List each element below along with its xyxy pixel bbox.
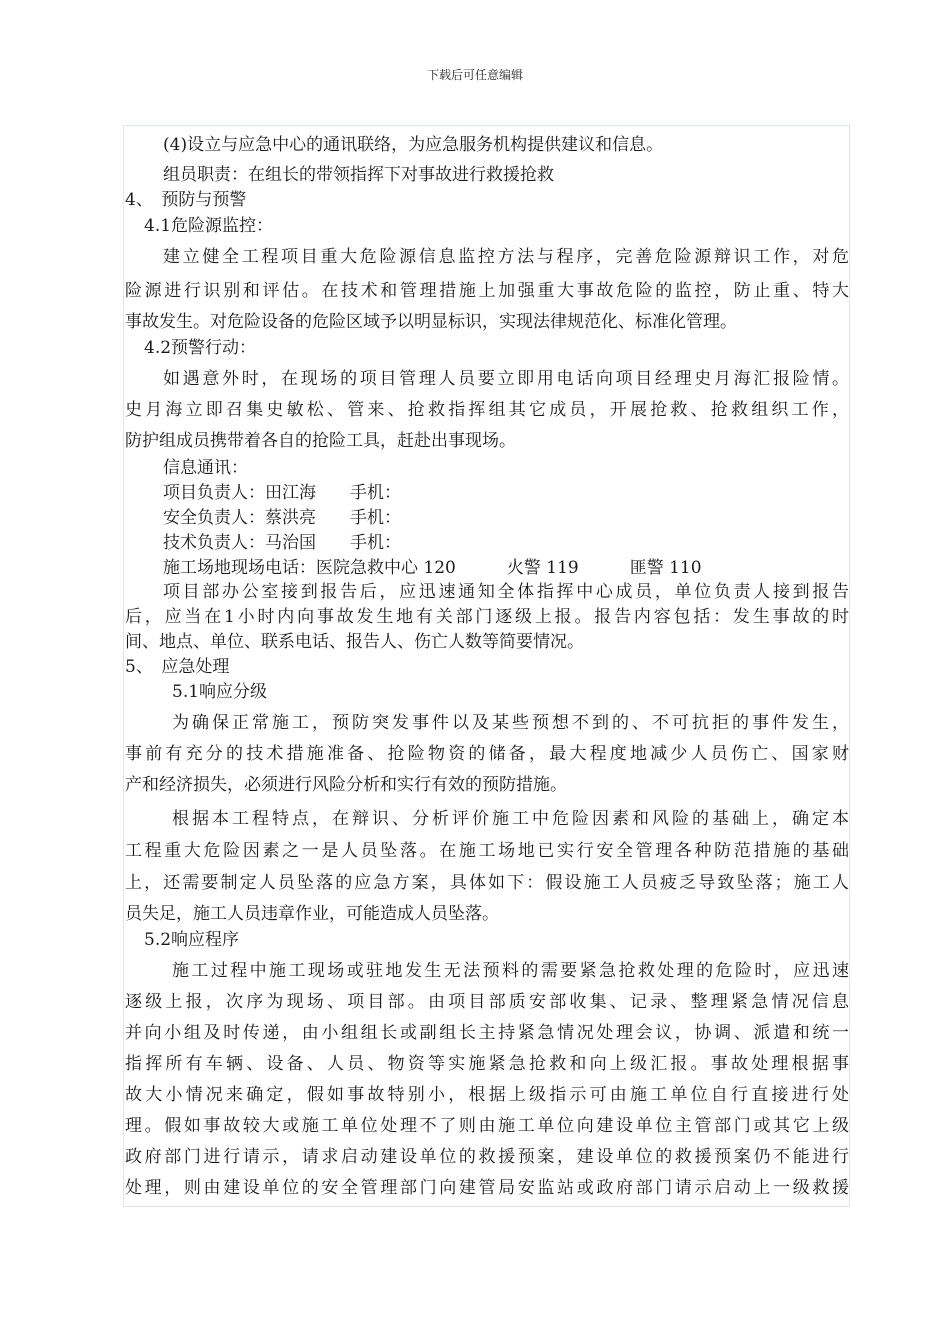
text-line: (4)设立与应急中心的通讯联络，为应急服务机构提供建议和信息。 bbox=[163, 135, 664, 155]
subsection-heading: 5.1响应分级 bbox=[172, 682, 268, 702]
contact-line: 项目负责人：田江海 手机： bbox=[163, 483, 401, 503]
phone-line: 施工场地现场电话：医院急救中心 120 火警 119 匪警 110 bbox=[163, 558, 702, 578]
section-heading: 4、 预防与预警 bbox=[125, 190, 247, 210]
text-line: 施工过程中施工现场或驻地发生无法预料的需要紧急抢救处理的危险时，应迅速 bbox=[172, 961, 849, 981]
contact-line: 技术负责人：马治国 手机： bbox=[163, 533, 401, 553]
text-line: 为确保正常施工，预防突发事件以及某些预想不到的、不可抗拒的事件发生， bbox=[172, 713, 849, 733]
text-line: 事故发生。对危险设备的危险区域予以明显标识，实现法律规范化、标准化管理。 bbox=[125, 312, 737, 332]
text-line: 根据本工程特点，在辩识、分析评价施工中危险因素和风险的基础上，确定本 bbox=[172, 809, 849, 829]
subsection-heading: 5.2响应程序 bbox=[144, 930, 240, 950]
text-line: 并向小组及时传递，由小组组长或副组长主持紧急情况处理会议，协调、派遣和统一 bbox=[125, 1023, 849, 1043]
text-line: 政府部门进行请示，请求启动建设单位的救援预案，建设单位的救援预案仍不能进行 bbox=[125, 1147, 849, 1167]
text-line: 如遇意外时，在现场的项目管理人员要立即用电话向项目经理史月海汇报险情。 bbox=[163, 369, 849, 389]
section-heading: 5、 应急处理 bbox=[125, 657, 230, 677]
text-line: 史月海立即召集史敏松、管来、抢救指挥组其它成员，开展抢救、抢救组织工作， bbox=[125, 400, 849, 420]
text-line: 产和经济损失，必须进行风险分析和实行有效的预防措施。 bbox=[125, 775, 567, 795]
text-line: 处理，则由建设单位的安全管理部门向建管局安监站或政府部门请示启动上一级救援 bbox=[125, 1178, 849, 1198]
text-line: 工程重大危险因素之一是人员坠落。在施工场地已实行安全管理各种防范措施的基础 bbox=[125, 841, 849, 861]
text-line: 事前有充分的技术措施准备、抢险物资的储备，最大程度地减少人员伤亡、国家财 bbox=[125, 744, 849, 764]
subsection-heading: 4.1危险源监控： bbox=[144, 216, 274, 236]
text-line: 建立健全工程项目重大危险源信息监控方法与程序，完善危险源辩识工作，对危 bbox=[163, 247, 849, 267]
text-line: 组员职责：在组长的带领指挥下对事故进行救援抢救 bbox=[163, 165, 554, 185]
contact-line: 安全负责人：蔡洪亮 手机： bbox=[163, 508, 401, 528]
text-line: 间、地点、单位、联系电话、报告人、伤亡人数等简要情况。 bbox=[125, 632, 584, 652]
text-line: 防护组成员携带着各自的抢险工具，赶赴出事现场。 bbox=[125, 431, 516, 451]
page-header: 下载后可任意编辑 bbox=[426, 68, 523, 82]
text-line: 信息通讯： bbox=[163, 458, 248, 478]
text-line: 故大小情况来确定，假如事故特别小，根据上级指示可由施工单位自行直接进行处 bbox=[125, 1085, 849, 1105]
text-line: 后，应当在1小时内向事故发生地有关部门逐级上报。报告内容包括：发生事故的时 bbox=[125, 607, 849, 627]
text-line: 员失足，施工人员违章作业，可能造成人员坠落。 bbox=[125, 904, 499, 924]
subsection-heading: 4.2预警行动： bbox=[144, 338, 257, 358]
text-line: 项目部办公室接到报告后，应迅速通知全体指挥中心成员，单位负责人接到报告 bbox=[163, 582, 849, 602]
text-line: 指挥所有车辆、设备、人员、物资等实施紧急抢救和向上级汇报。事故处理根据事 bbox=[125, 1054, 849, 1074]
text-line: 上，还需要制定人员坠落的应急方案，具体如下：假设施工人员疲乏导致坠落；施工人 bbox=[125, 873, 849, 893]
text-line: 险源进行识别和评估。在技术和管理措施上加强重大事故危险的监控，防止重、特大 bbox=[125, 281, 849, 301]
text-line: 理。假如事故较大或施工单位处理不了则由施工单位向建设单位主管部门或其它上级 bbox=[125, 1116, 849, 1136]
text-line: 逐级上报，次序为现场、项目部。由项目部质安部收集、记录、整理紧急情况信息 bbox=[125, 992, 849, 1012]
